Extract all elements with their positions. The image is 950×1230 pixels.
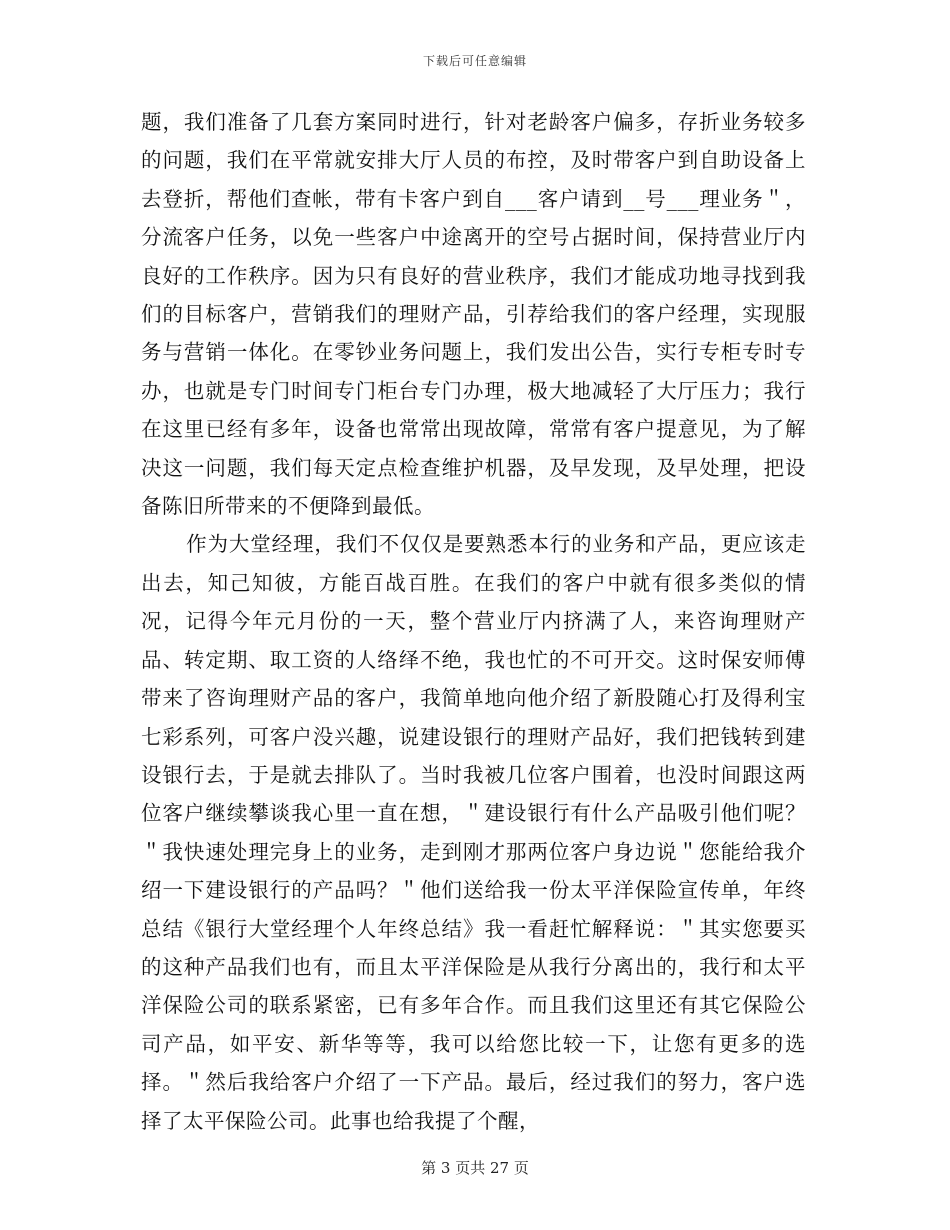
- paragraph-lobby-manager: 作为大堂经理，我们不仅仅是要熟悉本行的业务和产品，更应该走出去，知己知彼，方能百战百胜。在我们的客户中就有很多类似的情况，记得今年元月份的一天，整个营业厅内挤满了人，来咨询理财产品、转定期、取工资的人络绎不绝，我也忙的不可开交。这时保安师傅带来了咨询理财产品的客户，我简单地向他介绍了新股随心打及得利宝七彩系列，可客户没兴趣，说建设银行的理财产品好，我们把钱转到建设银行去，于是就去排队了。当时我被几位客户围着，也没时间跟这两位客户继续攀谈我心里一直在想，＂建设银行有什么产品吸引他们呢？＂我快速处理完身上的业务，走到刚才那两位客户身边说＂您能给我介绍一下建设银行的产品吗？＂他们送给我一份太平洋保险宣传单，年终总结《银行大堂经理个人年终总结》我一看赶忙解释说：＂其实您要买的这种产品我们也有，而且太平洋保险是从我行分离出的，我行和太平洋保险公司的联系紧密，已有多年合作。而且我们这里还有其它保险公司产品，如平安、新华等等，我可以给您比较一下，让您有更多的选择。＂然后我给客户介绍了一下产品。最后，经过我们的努力，客户选择了太平保险公司。此事也给我提了个醒，: [141, 532, 806, 1133]
- document-body: [141, 103, 806, 1140]
- page-number-footer: 第 3 页共 27 页: [421, 1159, 529, 1177]
- paragraph-continued: 题，我们准备了几套方案同时进行，针对老龄客户偏多，存折业务较多的问题，我们在平常就安排大厅人员的布控，及时带客户到自助设备上去登折，帮他们查帐，带有卡客户到自___客户请到__号___理业务＂，分流客户任务，以免一些客户中途离开的空号占据时间，保持营业厅内良好的工作秩序。因为只有良好的营业秩序，我们才能成功地寻找到我们的目标客户，营销我们的理财产品，引荐给我们的客户经理，实现服务与营销一体化。在零钞业务问题上，我们发出公告，实行专柜专时专办，也就是专门时间专门柜台专门办理，极大地减轻了大厅压力；我行在这里已经有多年，设备也常常出现故障，常常有客户提意见，为了解决这一问题，我们每天定点检查维护机器，及早发现，及早处理，把设备陈旧所带来的不便降到最低。: [141, 110, 806, 519]
- page-header: 下载后可任意编辑: [422, 54, 527, 68]
